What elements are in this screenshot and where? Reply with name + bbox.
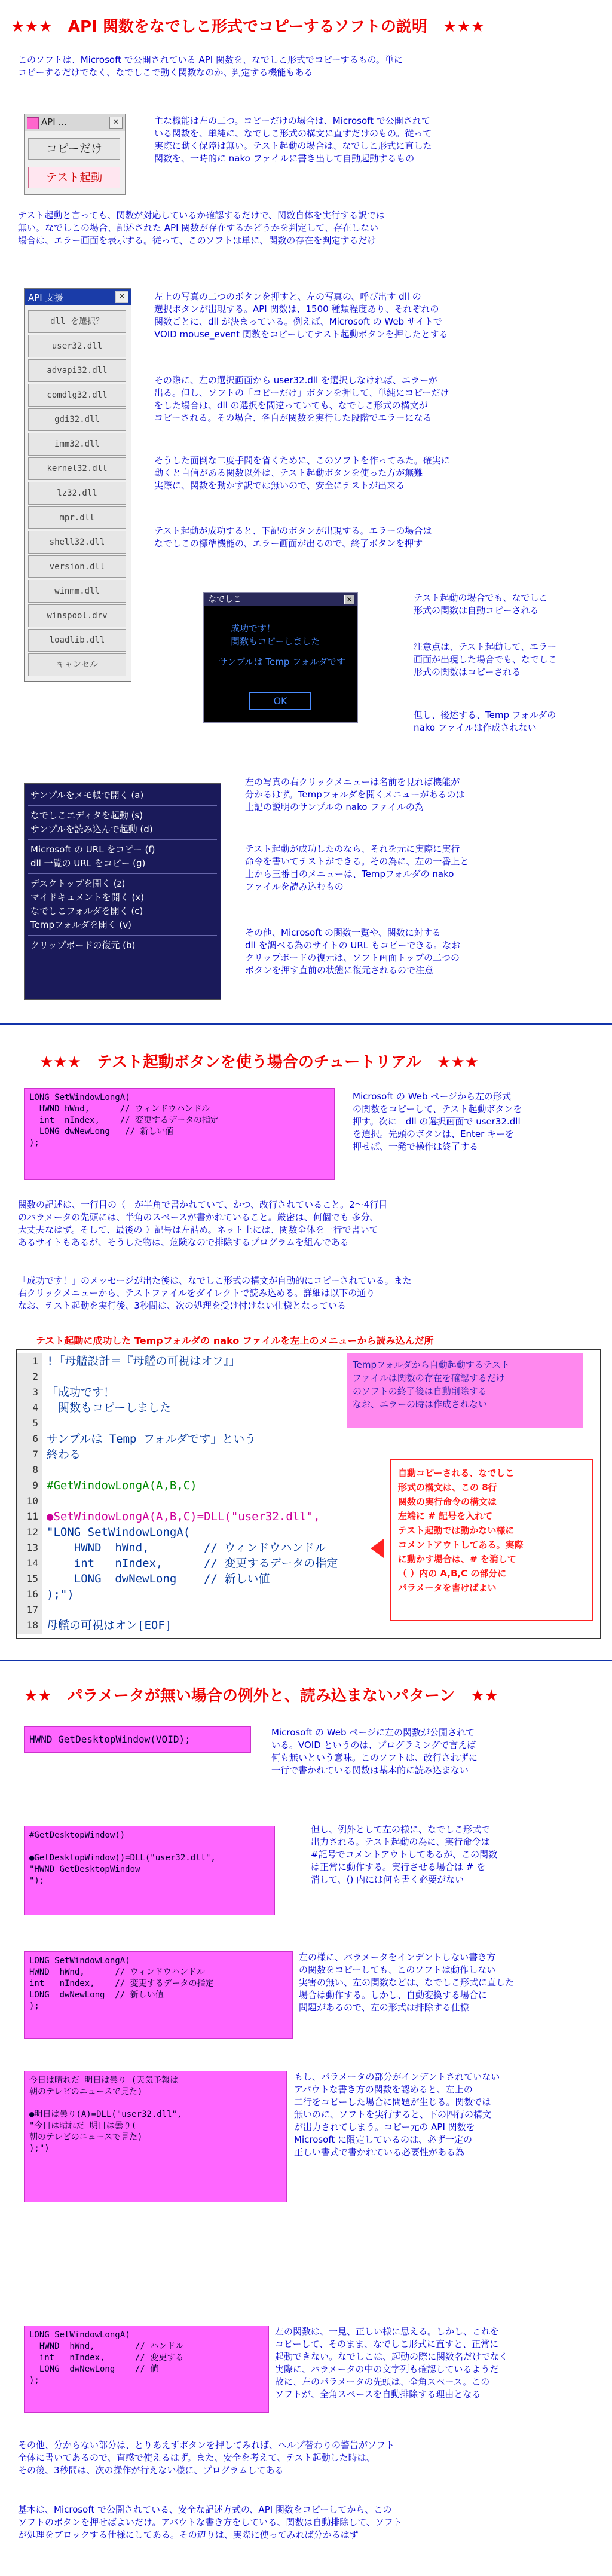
menu-separator bbox=[28, 839, 217, 840]
arrow-icon bbox=[371, 1539, 384, 1558]
section1-p2: テスト起動と言っても、関数が対応しているか確認するだけで、関数自体を実行する訳では 無い。なでしこの場合、記述された API 関数が存在するかどうかを判定して、存在しない 場合は、エラー画面を表示する。従って、このソフトは単に、関数の存在を判定するだけ bbox=[18, 210, 385, 246]
section1-intro: このソフトは、Microsoft で公開されている API 関数を、なでしこ形式でコピーするもの。単に コピーするだけでなく、なでしこで動く関数なのか、判定する機能もある bbox=[18, 54, 403, 78]
editor-line bbox=[47, 1602, 405, 1618]
editor-line: );") bbox=[47, 1588, 74, 1601]
dll-select-window bbox=[24, 288, 131, 682]
dll-option-button[interactable]: kernel32.dll bbox=[28, 457, 126, 480]
line-number: 12 bbox=[26, 1526, 38, 1538]
line-number: 7 bbox=[32, 1449, 38, 1460]
section1-p1: 主な機能は左の二つ。コピーだけの場合は、Microsoft で公開されて いる関数を、単純に、なでしこ形式の構文に直すだけのもの。従って 実際に動く保障は無い。テスト起動の場合は、なでしこ形式に直した 関数を、一時的に nako ファイルに書き出して自動起動するもの bbox=[154, 115, 432, 164]
section3-p2: 但し、例外として左の様に、なでしこ形式で 出力される。テスト起動の為に、実行命令は #記号でコメントアウトしてあるが、この関数 は正常に動作する。実行させる場合は # を 消して、() 内には何も書く必要がない bbox=[311, 1824, 498, 1885]
closing-p1: その他、分からない部分は、とりあえずボタンを押してみれば、ヘルプ替わりの警告がソフト 全体に書いてあるので、直感で使えるはず。また、安全を考えて、テスト起動した時は、 その後、3秒間は、次の操作が行えない様に、プログラムしてある bbox=[18, 2440, 395, 2476]
section1-p9: 但し、後述する、Temp フォルダの nako ファイルは作成されない bbox=[414, 710, 556, 733]
editor-line: サンプルは Temp フォルダです」という bbox=[47, 1432, 256, 1446]
ok-button[interactable]: OK bbox=[249, 692, 311, 710]
code-box-getdesktop-nako: #GetDesktopWindow() ●GetDesktopWindow()=DLL("user32.dll", "HWND GetDesktopWindow "); bbox=[24, 1826, 275, 1915]
code-box-setwindowlong: LONG SetWindowLongA( HWND hWnd, // ウィンドウハンドル int nIndex, // 変更するデータの指定 LONG dwNewLong // 新しい値 ); bbox=[24, 1088, 335, 1180]
editor-line: int nIndex, // 変更するデータの指定 bbox=[47, 1557, 338, 1570]
code-box-getdesktopwindow: HWND GetDesktopWindow(VOID); bbox=[24, 1726, 251, 1753]
editor-caption: テスト起動に成功した Tempフォルダの nako ファイルを左上のメニューから読み込んだ所 bbox=[36, 1335, 434, 1346]
context-menu-item[interactable]: dll 一覧の URL をコピー (g) bbox=[30, 858, 146, 869]
line-number: 5 bbox=[32, 1417, 38, 1429]
context-menu-item[interactable]: なでしこエディタを起動 (s) bbox=[30, 810, 143, 821]
line-number: 8 bbox=[32, 1464, 38, 1475]
editor-line: 「成功です！ bbox=[47, 1386, 115, 1399]
line-number: 10 bbox=[26, 1495, 38, 1507]
dll-option-button[interactable]: shell32.dll bbox=[28, 531, 126, 554]
window-title: API 支援 bbox=[28, 292, 63, 303]
section3-p5: 左の関数は、一見、正しい様に思える。しかし、これを コピーして、そのまま、なでしこ形式に直すと、正常に 起動できない。なでしこは、起動の際に関数名だけでなく 実際に、パラメータの中の文字列も確認しているようだ 故に、左のパラメータの先頭は、全角スペース。この ソフトが、全角スペースを自動排除する理由となる bbox=[275, 2326, 509, 2400]
editor-line bbox=[47, 1493, 405, 1509]
editor-note: Tempフォルダから自動起動するテスト ファイルは関数の存在を確認するだけ のソフトの終了後は自動削除する なお、エラーの時は作成されない bbox=[347, 1353, 583, 1428]
context-menu-item[interactable]: クリップボードの復元 (b) bbox=[30, 940, 136, 951]
section-divider bbox=[0, 1660, 612, 1661]
context-menu-item[interactable]: Tempフォルダを開く (v) bbox=[30, 919, 131, 930]
section2-title: ★★★ テスト起動ボタンを使う場合のチュートリアル ★★★ bbox=[39, 1053, 479, 1071]
line-number: 13 bbox=[26, 1542, 38, 1553]
section1-title: ★★★ API 関数をなでしこ形式でコピーするソフトの説明 ★★★ bbox=[11, 18, 485, 36]
dll-option-button[interactable]: gdi32.dll bbox=[28, 408, 126, 431]
context-menu bbox=[24, 783, 221, 1000]
dialog-line2: 関数もコピーしました bbox=[231, 636, 320, 647]
section1-p7: テスト起動の場合でも、なでしこ 形式の関数は自動コピーされる bbox=[414, 592, 548, 616]
line-number: 16 bbox=[26, 1588, 38, 1600]
success-dialog bbox=[203, 592, 358, 723]
test-launch-button[interactable]: テスト起動 bbox=[28, 167, 120, 188]
line-number: 18 bbox=[26, 1619, 38, 1631]
section1-p3: 左上の写真の二つのボタンを押すと、左の写真の、呼び出す dll の 選択ボタンが出現する。API 関数は、1500 種類程度あり、それぞれの 関数ごとに、dll が決まっている。例えば、Microsoft の Web サイトで VOID mouse_event 関数をコピーしてテスト起動ボタンを押したとする bbox=[154, 291, 448, 340]
editor-line: HWND hWnd, // ウィンドウハンドル bbox=[47, 1541, 326, 1554]
editor-line: 母艦の可視はオン[EOF] bbox=[47, 1619, 172, 1632]
menu-separator bbox=[28, 873, 217, 874]
section1-p5: そうした面倒な二度手間を省くために、このソフトを作ってみた。確実に 動くと自信がある関数以外は、テスト起動ボタンを使った方が無難 実際に、関数を動かす訳では無いので、安全にテストが出来る bbox=[154, 455, 450, 491]
section3-p4: もし、パラメータの部分がインデントされていない アバウトな書き方の関数を認めると、左上の 二行をコピーした場合に問題が生じる。関数では 無いのに、ソフトを実行すると、下の四行の構文 が出力されてしまう。コピー元の API 関数を Microsoft に限定しているのは、必ず一定の 正しい書式で書かれている必要性がある為 bbox=[294, 2071, 500, 2158]
editor-line: 関数もコピーしました bbox=[47, 1401, 172, 1414]
editor-line: "LONG SetWindowLongA( bbox=[47, 1526, 191, 1539]
closing-p2: 基本は、Microsoft で公開されている、安全な記述方式の、API 関数をコピーしてから、この ソフトのボタンを押せばよいだけ。アバウトな書き方をしている、関数は自動排除して、ソフト が処理をブロックする仕様にしてある。その辺りは、実際に使ってみれば分かるはず bbox=[18, 2504, 402, 2540]
window-title: API ... bbox=[41, 117, 67, 127]
code-box-fullwidth-space: LONG SetWindowLongA( HWND hWnd, // ハンドル int nIndex, // 変更する LONG dwNewLong // 値 ); bbox=[24, 2326, 269, 2413]
context-menu-item[interactable]: サンプルをメモ帳で開く (a) bbox=[30, 790, 144, 800]
editor-line: #GetWindowLongA(A,B,C) bbox=[47, 1479, 197, 1492]
close-icon[interactable]: ✕ bbox=[109, 117, 123, 129]
section2-p3: 「成功です！」のメッセージが出た後は、なでしこ形式の構文が自動的にコピーされている。また 右クリックメニューから、テストファイルをダイレクトで読み込める。詳細は以下の通り なお、テスト起動を実行後、3秒間は、次の処理を受け付けない仕様となっている bbox=[18, 1275, 412, 1311]
dialog-line3: サンプルは Temp フォルダです bbox=[219, 656, 345, 667]
context-menu-item[interactable]: マイドキュメントを開く (x) bbox=[30, 892, 145, 903]
dialog-title: なでしこ bbox=[208, 595, 241, 604]
small-api-window bbox=[24, 114, 126, 195]
line-number: 15 bbox=[26, 1573, 38, 1584]
editor-line bbox=[47, 1462, 405, 1478]
editor-line: !「母艦設計＝『母艦の可視はオフ』」 bbox=[47, 1355, 241, 1368]
dll-option-button[interactable]: version.dll bbox=[28, 555, 126, 578]
close-icon[interactable]: ✕ bbox=[344, 595, 354, 604]
line-number: 4 bbox=[32, 1402, 38, 1413]
menu-separator bbox=[28, 805, 217, 806]
line-number: 17 bbox=[26, 1604, 38, 1615]
cancel-button[interactable]: キャンセル bbox=[28, 653, 126, 676]
close-icon[interactable]: ✕ bbox=[115, 291, 128, 303]
red-note: 自動コピーされる、なでしこ 形式の構文は、この 8行 関数の実行命令の構文は 左端に # 記号を入れて テスト起動では動かない様に コメントアウトしてある。実際 に動かす場合は、# を消して （ ）内の A,B,C の部分に パラメータを書けばよい bbox=[390, 1459, 593, 1621]
section1-p11: テスト起動が成功したのなら、それを元に実際に実行 命令を書いてテストができる。その為に、左の一番上と 上から三番目のメニューは、Tempフォルダの nako ファイルを読み込むもの bbox=[245, 844, 469, 892]
editor-line: LONG dwNewLong // 新しい値 bbox=[47, 1572, 270, 1585]
dll-option-button[interactable]: lz32.dll bbox=[28, 482, 126, 505]
section2-p2: 関数の記述は、一行目の（ が半角で書かれていて、かつ、改行されていること。2〜4行目 のパラメータの先頭には、半角のスペースが書かれていること。厳密は、何個でも 多分、 大丈夫なはず。そして、最後の ）記号は左詰め。ネット上には、関数全体を一行で書いて あるサイトもあるが、そうした物は、危険なので排除するプログラムを組んである bbox=[18, 1199, 388, 1248]
dll-option-button[interactable]: comdlg32.dll bbox=[28, 384, 126, 407]
code-box-no-indent: LONG SetWindowLongA( HWND hWnd, // ウィンドウハンドル int nIndex, // 変更するデータの指定 LONG dwNewLong // 新しい値 ); bbox=[24, 1951, 293, 2039]
line-number: 3 bbox=[32, 1386, 38, 1398]
context-menu-item[interactable]: Microsoft の URL をコピー (f) bbox=[30, 844, 155, 855]
section2-p1: Microsoft の Web ページから左の形式 の関数をコピーして、テスト起動ボタンを 押す。次に dll の選択画面で user32.dll を選択。先頭のボタンは、Enter キーを 押せば、一発で操作は終了する bbox=[353, 1091, 522, 1152]
line-number: 9 bbox=[32, 1480, 38, 1491]
dll-select-prompt: dll を選択？ bbox=[28, 310, 126, 333]
section1-p12: その他、Microsoft の関数一覧や、関数に対する dll を調べる為のサイトの URL もコピーできる。なお クリップボードの復元は、ソフト画面トップの二つの ボタンを押す直前の状態に復元されるので注意 bbox=[245, 927, 461, 976]
editor-line: 終わる bbox=[47, 1448, 81, 1461]
line-number-gutter bbox=[17, 1353, 42, 1634]
section1-p4: その際に、左の選択画面から user32.dll を選択しなければ、エラーが 出る。但し、ソフトの「コピーだけ」ボタンを押して、単純にコピーだけ をした場合は、dll の選択を間違っていても、なでしこ形式の構文が コピーされる。その場合、各自が関数を実行した段階でエラーになる bbox=[154, 375, 449, 423]
dll-option-button[interactable]: winspool.drv bbox=[28, 604, 126, 627]
section1-p6: テスト起動が成功すると、下記のボタンが出現する。エラーの場合は なでしこの標準機能の、エラー画面が出るので、終了ボタンを押す bbox=[154, 525, 432, 549]
context-menu-item[interactable]: サンプルを読み込んで起動 (d) bbox=[30, 824, 153, 835]
app-icon bbox=[27, 117, 39, 129]
context-menu-item[interactable]: デスクトップを開く (z) bbox=[30, 878, 126, 889]
dll-option-button[interactable]: loadlib.dll bbox=[28, 629, 126, 652]
dll-option-button[interactable]: advapi32.dll bbox=[28, 359, 126, 382]
dll-option-button[interactable]: mpr.dll bbox=[28, 506, 126, 529]
line-number: 14 bbox=[26, 1557, 38, 1569]
line-number: 6 bbox=[32, 1433, 38, 1444]
section1-p10: 左の写真の右クリックメニューは名前を見れば機能が 分かるはず。Tempフォルダを開くメニューがあるのは 上記の説明のサンプルの nako ファイルの為 bbox=[245, 777, 465, 812]
section3-title: ★★ パラメータが無い場合の例外と、読み込まないパターン ★★ bbox=[24, 1687, 498, 1705]
editor-line: ●SetWindowLongA(A,B,C)=DLL("user32.dll", bbox=[47, 1510, 320, 1523]
dll-option-button[interactable]: user32.dll bbox=[28, 335, 126, 357]
section-divider bbox=[0, 1023, 612, 1025]
dll-option-button[interactable]: winmm.dll bbox=[28, 580, 126, 603]
section3-p1: Microsoft の Web ページに左の関数が公開されて いる。VOID というのは、プログラミングで言えば 何も無いという意味。このソフトは、改行されずに 一行で書かれている関数は基本的に読み込まない bbox=[271, 1727, 478, 1776]
code-box-fake-function: 今日は晴れだ 明日は曇り (天気予報は 朝のテレビのニュースで見た) ●明日は曇り(A)=DLL("user32.dll", "今日は晴れだ 明日は曇り( 朝のテレビのニュースで見た) );") bbox=[24, 2071, 287, 2202]
context-menu-item[interactable]: なでしこフォルダを開く (c) bbox=[30, 906, 143, 916]
copy-only-button[interactable]: コピーだけ bbox=[28, 138, 120, 160]
line-number: 2 bbox=[32, 1371, 38, 1382]
dll-list bbox=[28, 310, 126, 678]
section3-p3: 左の様に、パラメータをインデントしない書き方 の関数をコピーしても、このソフトは動作しない 実害の無い、左の関数などは、なでしこ形式に直した 場合は動作する。しかし、自動変換する場合に 問題があるので、左の形式は排除する仕様 bbox=[299, 1952, 515, 2013]
line-number: 1 bbox=[32, 1355, 38, 1367]
dialog-line1: 成功です！ bbox=[231, 623, 276, 634]
line-number: 11 bbox=[26, 1511, 38, 1522]
dll-option-button[interactable]: imm32.dll bbox=[28, 433, 126, 456]
section1-p8: 注意点は、テスト起動して、エラー 画面が出現した場合でも、なでしこ 形式の関数はコピーされる bbox=[414, 641, 558, 677]
menu-separator bbox=[28, 935, 217, 936]
